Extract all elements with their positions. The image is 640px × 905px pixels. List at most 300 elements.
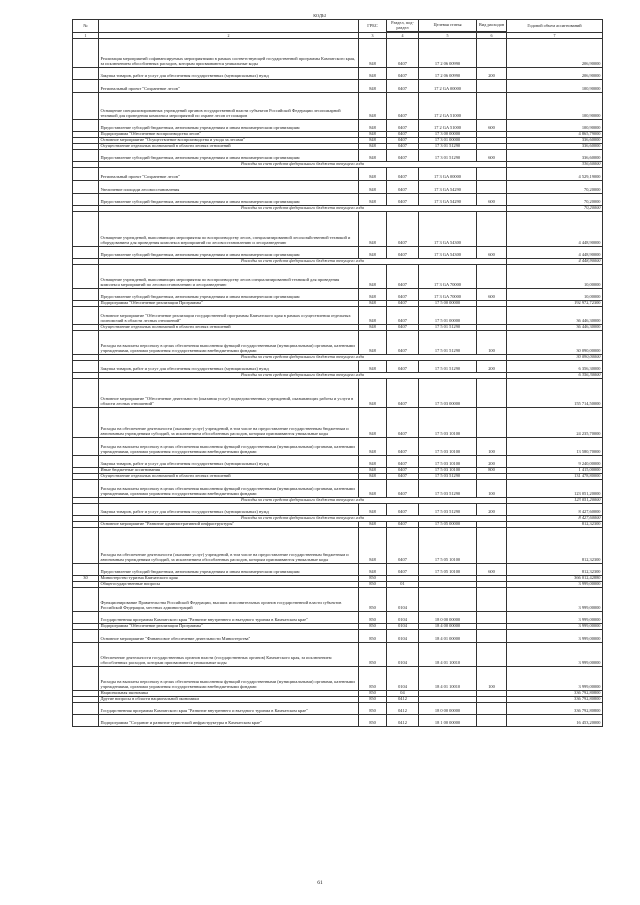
cell-expense-type: 200 bbox=[477, 361, 507, 373]
cell-grbs: 848 bbox=[359, 212, 387, 247]
header-grbs: ГРБС bbox=[359, 20, 387, 33]
cell-grbs: 848 bbox=[359, 564, 387, 576]
cell-name: Основное мероприятие "Осуществление воспроизводства и ухода за лесами" bbox=[99, 138, 359, 144]
cell-section: 0104 bbox=[387, 612, 419, 624]
table-row bbox=[73, 181, 603, 194]
cell-target: 17 5 01 51290 bbox=[419, 361, 477, 373]
cell-amount: 131 478,80000 bbox=[507, 474, 603, 480]
cell-grbs: 848 bbox=[359, 522, 387, 528]
cell-amount: 36 446,30000 bbox=[507, 325, 603, 331]
cell-name: Обеспечение деятельности государственных органов власти (государственных органов) Камчатского края, за исключением обособленных расходов, которым присваиваются уникальные коды bbox=[99, 643, 359, 667]
cell-name: Осуществление отдельных полномочий в области лесных отношений bbox=[99, 474, 359, 480]
cell-amount: 336 792,80800 bbox=[507, 703, 603, 715]
cell-name: Закупка товаров, работ и услуг для обеспечения государственных (муниципальных) нужд bbox=[99, 361, 359, 373]
cell-amount: 3 999,00000 bbox=[507, 643, 603, 667]
cell-name: Государственная программа Камчатского края "Развитие внутреннего и въездного туризма в Камчатском крае" bbox=[99, 612, 359, 624]
cell-grbs: 850 bbox=[359, 576, 387, 582]
cell-name: Подпрограмма "Обеспечение воспроизводства лесов" bbox=[99, 132, 359, 138]
cell-amount: 36 446,30000 bbox=[507, 307, 603, 325]
table-row bbox=[73, 93, 603, 120]
table-row bbox=[73, 588, 603, 612]
cell-number bbox=[73, 504, 99, 516]
table-row bbox=[73, 379, 603, 408]
cell-section: 0407 bbox=[387, 468, 419, 474]
cell-amount: 3 999,00000 bbox=[507, 612, 603, 624]
table-row bbox=[73, 39, 603, 68]
cell-number bbox=[73, 80, 99, 93]
cell-amount: 812,32300 bbox=[507, 522, 603, 528]
cell-target: 17 2 06 00990 bbox=[419, 39, 477, 68]
cell-expense-type: 200 bbox=[477, 456, 507, 468]
table-row bbox=[73, 194, 603, 206]
cell-amount: 70,20000 bbox=[507, 181, 603, 194]
cell-target: 17 3 GA 70000 bbox=[419, 289, 477, 301]
column-number: 3 bbox=[359, 33, 387, 39]
cell-expense-type: 800 bbox=[477, 468, 507, 474]
table-row bbox=[73, 667, 603, 691]
cell-expense-type: 600 bbox=[477, 564, 507, 576]
cell-amount: 155 714,50000 bbox=[507, 379, 603, 408]
cell-grbs: 848 bbox=[359, 325, 387, 331]
table-row bbox=[73, 68, 603, 80]
cell-expense-type bbox=[477, 588, 507, 612]
cell-amount: 4 865,79000 bbox=[507, 132, 603, 138]
cell-name: Расходы на выплаты персоналу в целях обеспечения выполнения функций государственными (муниципальными) органами, казенными учреждениями, органами управления государственными внебюджетными фондами bbox=[99, 667, 359, 691]
cell-name: Закупка товаров, работ и услуг для обеспечения государственных (муниципальных) нужд bbox=[99, 504, 359, 516]
cell-target: 17 5 03 00000 bbox=[419, 379, 477, 408]
cell-target: 17 5 03 51290 bbox=[419, 480, 477, 498]
cell-target: 17 3 GA 00000 bbox=[419, 168, 477, 181]
note-amount: 6 356,30000 bbox=[507, 373, 603, 379]
cell-section: 0407 bbox=[387, 456, 419, 468]
header-target: Целевая статья bbox=[419, 20, 477, 32]
cell-target: 17 3 01 00000 bbox=[419, 138, 477, 144]
cell-name: Другие вопросы в области национальной экономики bbox=[99, 697, 359, 703]
cell-section: 0407 bbox=[387, 408, 419, 438]
cell-grbs: 848 bbox=[359, 307, 387, 325]
cell-expense-type bbox=[477, 379, 507, 408]
cell-amount: 206,90000 bbox=[507, 68, 603, 80]
cell-amount: 16 453,20000 bbox=[507, 715, 603, 727]
cell-expense-type: 600 bbox=[477, 289, 507, 301]
cell-grbs: 850 bbox=[359, 630, 387, 643]
cell-expense-type: 100 bbox=[477, 331, 507, 355]
cell-grbs: 848 bbox=[359, 480, 387, 498]
cell-target: 18 0 00 00000 bbox=[419, 703, 477, 715]
cell-expense-type bbox=[477, 93, 507, 120]
cell-section: 0104 bbox=[387, 630, 419, 643]
cell-target: 17 5 01 51290 bbox=[419, 331, 477, 355]
cell-expense-type: 600 bbox=[477, 247, 507, 259]
cell-expense-type: 100 bbox=[477, 480, 507, 498]
column-number: 6 bbox=[477, 33, 507, 39]
cell-number bbox=[73, 212, 99, 247]
cell-expense-type bbox=[477, 612, 507, 624]
cell-grbs: 848 bbox=[359, 289, 387, 301]
cell-section: 0407 bbox=[387, 522, 419, 528]
cell-expense-type: 200 bbox=[477, 504, 507, 516]
cell-number bbox=[73, 307, 99, 325]
cell-number bbox=[73, 703, 99, 715]
cell-expense-type bbox=[477, 168, 507, 181]
cell-section: 0407 bbox=[387, 144, 419, 150]
cell-section: 0407 bbox=[387, 194, 419, 206]
cell-grbs: 850 bbox=[359, 715, 387, 727]
cell-name: Подпрограмма "Создание и развитие туристской инфраструктуры в Камчатском крае" bbox=[99, 715, 359, 727]
cell-section: 0407 bbox=[387, 168, 419, 181]
cell-expense-type bbox=[477, 265, 507, 289]
cell-section: 0407 bbox=[387, 325, 419, 331]
cell-name: Предоставление субсидий бюджетным, автономным учреждениям и иным некоммерческим организациям bbox=[99, 247, 359, 259]
cell-grbs: 848 bbox=[359, 265, 387, 289]
cell-name: Основное мероприятие "Обеспечение реализации государственной программы Камчатского края в рамках осуществления отдельных полномочий в области лесных отношений" bbox=[99, 307, 359, 325]
cell-name: Реализация мероприятий софинансируемых мероприятиями в рамках соответствующей государственной программы Камчатского края, за исключением обособленных расходов, которым присваиваются уникальные коды bbox=[99, 39, 359, 68]
cell-amount: 8 427,60000 bbox=[507, 504, 603, 516]
cell-name: Расходы на обеспечение деятельности (оказание услуг) учреждений, в том числе на предоставление государственным бюджетным и автономным учреждениям субсидий, за исключением обособленных расходов, которым присваиваются уникальные коды bbox=[99, 528, 359, 564]
cell-amount: 4 529,19000 bbox=[507, 168, 603, 181]
cell-grbs: 848 bbox=[359, 39, 387, 68]
cell-expense-type: 600 bbox=[477, 150, 507, 162]
cell-section: 04 bbox=[387, 691, 419, 697]
cell-section: 0407 bbox=[387, 564, 419, 576]
document-page bbox=[72, 12, 602, 727]
cell-amount: 336,60000 bbox=[507, 144, 603, 150]
cell-section: 0407 bbox=[387, 80, 419, 93]
cell-name: Подпрограмма "Обеспечение реализации Программы" bbox=[99, 301, 359, 307]
cell-section: 0407 bbox=[387, 247, 419, 259]
cell-grbs: 850 bbox=[359, 697, 387, 703]
cell-grbs: 850 bbox=[359, 691, 387, 697]
cell-name: Министерство туризма Камчатского края bbox=[99, 576, 359, 582]
cell-section: 0407 bbox=[387, 181, 419, 194]
cell-grbs: 848 bbox=[359, 132, 387, 138]
cell-section: 0407 bbox=[387, 289, 419, 301]
note-amount: 336,60000 bbox=[507, 162, 603, 168]
cell-section: 0407 bbox=[387, 68, 419, 80]
cell-grbs: 848 bbox=[359, 150, 387, 162]
cell-name: Расходы на выплаты персоналу в целях обеспечения выполнения функций государственными (муниципальными) органами, казенными учреждениями, органами управления государственными внебюджетными фондами bbox=[99, 331, 359, 355]
cell-amount: 3 999,00000 bbox=[507, 667, 603, 691]
cell-target: 17 5 03 51290 bbox=[419, 504, 477, 516]
cell-amount: 812,32300 bbox=[507, 564, 603, 576]
cell-number bbox=[73, 194, 99, 206]
cell-grbs: 848 bbox=[359, 120, 387, 132]
table-row bbox=[73, 528, 603, 564]
cell-name: Функционирование Правительства Российской Федерации, высших исполнительных органов государственной власти субъектов Российской Федерации, местных администраций bbox=[99, 588, 359, 612]
cell-name: Увеличение площади лесовосстановления bbox=[99, 181, 359, 194]
cell-amount: 9 240,00000 bbox=[507, 456, 603, 468]
cell-amount: 100,90000 bbox=[507, 80, 603, 93]
cell-section: 0407 bbox=[387, 438, 419, 456]
cell-name: Региональный проект "Сохранение лесов" bbox=[99, 168, 359, 181]
cell-target: 17 5 03 10100 bbox=[419, 468, 477, 474]
cell-amount: 4 448,90000 bbox=[507, 247, 603, 259]
note-amount: 8 427,60000 bbox=[507, 516, 603, 522]
cell-grbs: 850 bbox=[359, 612, 387, 624]
cell-name: Предоставление субсидий бюджетным, автономным учреждениям и иным некоммерческим организациям bbox=[99, 120, 359, 132]
cell-target: 17 3 GA 70000 bbox=[419, 265, 477, 289]
cell-grbs: 850 bbox=[359, 667, 387, 691]
budget-table bbox=[72, 19, 603, 727]
cell-name: Расходы на выплаты персоналу в целях обеспечения выполнения функций государственными (муниципальными) органами, казенными учреждениями, органами управления государственными внебюджетными фондами bbox=[99, 438, 359, 456]
cell-number bbox=[73, 289, 99, 301]
cell-target: 18 4 01 00000 bbox=[419, 630, 477, 643]
cell-target: 17 5 01 51290 bbox=[419, 325, 477, 331]
cell-grbs: 850 bbox=[359, 703, 387, 715]
cell-section: 0407 bbox=[387, 301, 419, 307]
cell-grbs: 848 bbox=[359, 144, 387, 150]
cell-grbs: 848 bbox=[359, 379, 387, 408]
cell-number bbox=[73, 564, 99, 576]
cell-name: Расходы на выплаты персоналу в целях обеспечения выполнения функций государственными (муниципальными) органами, казенными учреждениями, органами управления государственными внебюджетными фондами bbox=[99, 480, 359, 498]
cell-name: Иные бюджетные ассигнования bbox=[99, 468, 359, 474]
cell-target: 17 3 GA 54300 bbox=[419, 247, 477, 259]
cell-grbs: 848 bbox=[359, 474, 387, 480]
cell-amount: 6 356,30000 bbox=[507, 361, 603, 373]
cell-number bbox=[73, 379, 99, 408]
note-amount: 4 448,90000 bbox=[507, 259, 603, 265]
cell-grbs: 848 bbox=[359, 181, 387, 194]
cell-number bbox=[73, 331, 99, 355]
cell-target: 17 3 GA 54290 bbox=[419, 181, 477, 194]
table-row bbox=[73, 289, 603, 301]
cell-section: 0407 bbox=[387, 132, 419, 138]
cell-number bbox=[73, 715, 99, 727]
cell-amount: 3 999,00000 bbox=[507, 624, 603, 630]
cell-amount: 336,60000 bbox=[507, 138, 603, 144]
cell-expense-type bbox=[477, 80, 507, 93]
cell-number bbox=[73, 265, 99, 289]
note-text: Расходы за счет средств федерального бюджета текущего года bbox=[99, 206, 507, 212]
cell-number bbox=[73, 667, 99, 691]
note-amount: 30 090,00000 bbox=[507, 355, 603, 361]
cell-name: Региональный проект "Сохранение лесов" bbox=[99, 80, 359, 93]
cell-number bbox=[73, 120, 99, 132]
cell-amount: 10,00000 bbox=[507, 265, 603, 289]
cell-amount: 366 012,42880 bbox=[507, 576, 603, 582]
table-row bbox=[73, 612, 603, 624]
cell-target: 17 5 00 00000 bbox=[419, 301, 477, 307]
cell-section: 0104 bbox=[387, 624, 419, 630]
cell-target: 17 3 GA 54290 bbox=[419, 194, 477, 206]
cell-expense-type bbox=[477, 715, 507, 727]
cell-amount: 1 415,00000 bbox=[507, 468, 603, 474]
cell-section: 0412 bbox=[387, 715, 419, 727]
cell-number bbox=[73, 480, 99, 498]
cell-target: 18 4 01 10010 bbox=[419, 643, 477, 667]
cell-amount: 192 972,72300 bbox=[507, 301, 603, 307]
cell-number bbox=[73, 588, 99, 612]
note-text: Расходы за счет средств федерального бюджета текущего года bbox=[99, 516, 507, 522]
cell-target: 17 5 03 10100 bbox=[419, 408, 477, 438]
column-number: 4 bbox=[387, 33, 419, 39]
cell-expense-type: 600 bbox=[477, 120, 507, 132]
table-row bbox=[73, 120, 603, 132]
cell-grbs: 848 bbox=[359, 438, 387, 456]
cell-section: 0407 bbox=[387, 150, 419, 162]
cell-amount: 3 999,00000 bbox=[507, 582, 603, 588]
table-row bbox=[73, 307, 603, 325]
cell-name: Осуществление отдельных полномочий в области лесных отношений bbox=[99, 144, 359, 150]
cell-grbs: 850 bbox=[359, 588, 387, 612]
cell-amount: 10,00000 bbox=[507, 289, 603, 301]
cell-name: Государственная программа Камчатского края "Развитие внутреннего и въездного туризма в Камчатском крае" bbox=[99, 703, 359, 715]
cell-section: 0407 bbox=[387, 138, 419, 144]
cell-amount: 100,90000 bbox=[507, 120, 603, 132]
cell-expense-type bbox=[477, 643, 507, 667]
note-amount: 123 051,20000 bbox=[507, 498, 603, 504]
cell-name: Общегосударственные вопросы bbox=[99, 582, 359, 588]
cell-number bbox=[73, 181, 99, 194]
cell-name: Предоставление субсидий бюджетным, автономным учреждениям и иным некоммерческим организациям bbox=[99, 150, 359, 162]
cell-amount: 123 051,20000 bbox=[507, 480, 603, 498]
cell-section: 0407 bbox=[387, 265, 419, 289]
cell-target: 17 5 05 10100 bbox=[419, 564, 477, 576]
cell-amount: 812,32300 bbox=[507, 528, 603, 564]
cell-expense-type: 200 bbox=[477, 68, 507, 80]
table-row bbox=[73, 456, 603, 468]
note-text: Расходы за счет средств федерального бюджета текущего года bbox=[99, 259, 507, 265]
codes-label: КОДЫ bbox=[313, 13, 326, 18]
cell-number: 30 bbox=[73, 576, 99, 582]
cell-target: 17 3 01 51290 bbox=[419, 150, 477, 162]
cell-number bbox=[73, 630, 99, 643]
cell-number bbox=[73, 408, 99, 438]
cell-grbs: 848 bbox=[359, 247, 387, 259]
table-body bbox=[73, 39, 603, 727]
table-header bbox=[73, 20, 603, 39]
cell-grbs: 848 bbox=[359, 331, 387, 355]
table-row bbox=[73, 212, 603, 247]
cell-name: Основное мероприятие "Развитие административной инфраструктуры" bbox=[99, 522, 359, 528]
note-text: Расходы за счет средств федерального бюджета текущего года bbox=[99, 498, 507, 504]
table-row bbox=[73, 408, 603, 438]
header-expense-type: Вид расходов bbox=[477, 20, 507, 32]
page-number: 61 bbox=[317, 880, 323, 886]
table-row bbox=[73, 247, 603, 259]
cell-name: Закупка товаров, работ и услуг для обеспечения государственных (муниципальных) нужд bbox=[99, 456, 359, 468]
table-row bbox=[73, 480, 603, 498]
cell-section: 0412 bbox=[387, 697, 419, 703]
table-row bbox=[73, 564, 603, 576]
cell-name: Основное мероприятие "Обеспечение деятельности (оказания услуг) подведомственных учреждений, оказывающих работы и услуги в области лесных отношений" bbox=[99, 379, 359, 408]
cell-section: 0104 bbox=[387, 643, 419, 667]
cell-expense-type bbox=[477, 307, 507, 325]
cell-number bbox=[73, 39, 99, 68]
cell-name: Оснащение специализированных учреждений органов государственной власти субъектов Российской Федерации лесопожарной техникой для проведения комплекса мероприятий по охране лесов от пожаров bbox=[99, 93, 359, 120]
cell-target: 17 2 GA 51000 bbox=[419, 93, 477, 120]
cell-number bbox=[73, 528, 99, 564]
cell-amount: 30 090,00000 bbox=[507, 331, 603, 355]
cell-section: 0407 bbox=[387, 212, 419, 247]
column-number: 7 bbox=[507, 33, 603, 39]
cell-section: 0407 bbox=[387, 120, 419, 132]
cell-name: Расходы на обеспечение деятельности (оказание услуг) учреждений, в том числе на предоставление государственным бюджетным и автономным учреждениям субсидий, за исключением обособленных расходов, которым присваиваются уникальные коды bbox=[99, 408, 359, 438]
cell-amount: 336 792,80800 bbox=[507, 697, 603, 703]
cell-grbs: 848 bbox=[359, 68, 387, 80]
cell-amount: 336,60000 bbox=[507, 150, 603, 162]
cell-name: Предоставление субсидий бюджетным, автономным учреждениям и иным некоммерческим организациям bbox=[99, 194, 359, 206]
cell-target: 17 5 01 00000 bbox=[419, 307, 477, 325]
cell-number bbox=[73, 643, 99, 667]
cell-target: 17 2 GA 51000 bbox=[419, 120, 477, 132]
cell-number bbox=[73, 612, 99, 624]
cell-number bbox=[73, 150, 99, 162]
cell-target: 17 3 00 00000 bbox=[419, 132, 477, 138]
cell-grbs: 848 bbox=[359, 528, 387, 564]
cell-target: 18 4 00 00000 bbox=[419, 624, 477, 630]
cell-target: 17 2 06 00990 bbox=[419, 68, 477, 80]
cell-grbs: 848 bbox=[359, 93, 387, 120]
table-row bbox=[73, 504, 603, 516]
cell-target: 17 5 05 10100 bbox=[419, 528, 477, 564]
cell-number bbox=[73, 168, 99, 181]
cell-grbs: 850 bbox=[359, 643, 387, 667]
cell-target: 17 5 03 10100 bbox=[419, 456, 477, 468]
header-name bbox=[99, 20, 359, 33]
table-row bbox=[73, 168, 603, 181]
cell-grbs: 848 bbox=[359, 468, 387, 474]
cell-target: 18 1 00 00000 bbox=[419, 715, 477, 727]
cell-section: 0407 bbox=[387, 39, 419, 68]
cell-section: 0407 bbox=[387, 307, 419, 325]
cell-target: 17 3 01 51290 bbox=[419, 144, 477, 150]
cell-section: 0407 bbox=[387, 504, 419, 516]
cell-grbs: 848 bbox=[359, 301, 387, 307]
column-number: 2 bbox=[99, 33, 359, 39]
cell-amount: 13 580,70000 bbox=[507, 438, 603, 456]
cell-amount: 3 999,00000 bbox=[507, 630, 603, 643]
cell-number bbox=[73, 456, 99, 468]
cell-grbs: 848 bbox=[359, 168, 387, 181]
cell-target: 17 5 05 00000 bbox=[419, 522, 477, 528]
cell-target bbox=[419, 588, 477, 612]
cell-amount: 3 999,00000 bbox=[507, 588, 603, 612]
cell-section: 0407 bbox=[387, 528, 419, 564]
cell-amount: 100,90000 bbox=[507, 93, 603, 120]
cell-number bbox=[73, 93, 99, 120]
cell-expense-type bbox=[477, 39, 507, 68]
cell-name: Подпрограмма "Обеспечение реализации Программы" bbox=[99, 624, 359, 630]
cell-target: 17 5 03 10100 bbox=[419, 438, 477, 456]
note-amount: 70,20000 bbox=[507, 206, 603, 212]
cell-number bbox=[73, 361, 99, 373]
cell-section: 0407 bbox=[387, 379, 419, 408]
note-text: Расходы за счет средств федерального бюджета текущего года bbox=[99, 355, 507, 361]
cell-target: 17 3 GA 54300 bbox=[419, 212, 477, 247]
header-volume: Годовой объем ассигнований bbox=[507, 20, 603, 33]
cell-grbs: 848 bbox=[359, 138, 387, 144]
cell-expense-type bbox=[477, 212, 507, 247]
cell-expense-type bbox=[477, 528, 507, 564]
table-row bbox=[73, 80, 603, 93]
cell-section: 0407 bbox=[387, 331, 419, 355]
cell-grbs: 848 bbox=[359, 194, 387, 206]
cell-name: Осуществление отдельных полномочий в области лесных отношений bbox=[99, 325, 359, 331]
cell-name: Национальная экономика bbox=[99, 691, 359, 697]
note-text: Расходы за счет средств федерального бюджета текущего года bbox=[99, 162, 507, 168]
table-row bbox=[73, 265, 603, 289]
table-row bbox=[73, 150, 603, 162]
cell-section: 0104 bbox=[387, 588, 419, 612]
cell-section: 0412 bbox=[387, 703, 419, 715]
header-section: Раздел, под-раздел bbox=[387, 20, 419, 32]
cell-number bbox=[73, 68, 99, 80]
cell-name: Предоставление субсидий бюджетным, автономным учреждениям и иным некоммерческим организациям bbox=[99, 564, 359, 576]
cell-target: 17 2 GA 00000 bbox=[419, 80, 477, 93]
table-row bbox=[73, 630, 603, 643]
cell-grbs: 848 bbox=[359, 408, 387, 438]
